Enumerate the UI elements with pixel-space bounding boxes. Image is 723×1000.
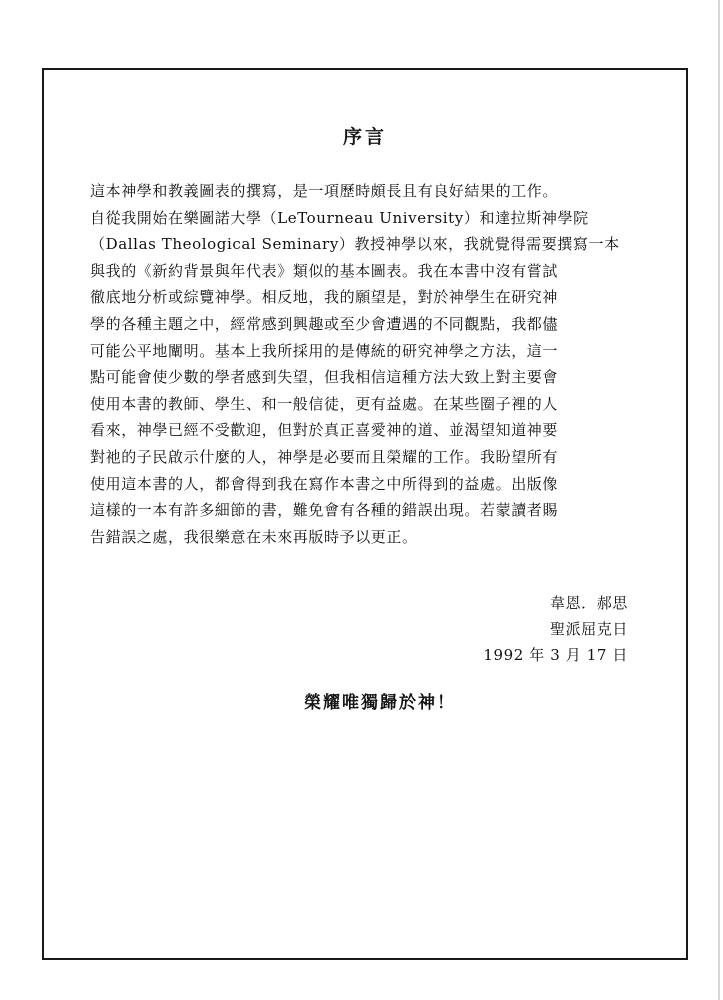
- body-line: 使用這本書的人，都會得到我在寫作本書之中所得到的益處。出版像: [90, 474, 559, 493]
- closing-line: 榮耀唯獨歸於神！: [304, 693, 456, 713]
- signature-date: 1992 年 3 月 17 日: [483, 646, 628, 664]
- body-line: 與我的《新約背景與年代表》類似的基本圖表。我在本書中沒有嘗試: [90, 261, 559, 280]
- signature-block: [483, 590, 628, 668]
- preface-body: [90, 178, 652, 550]
- body-line: 這樣的一本有許多細節的書，難免會有各種的錯誤出現。若蒙讀者賜: [90, 501, 559, 520]
- body-line: 對祂的子民啟示什麼的人，神學是必要而且榮耀的工作。我盼望所有: [90, 447, 559, 466]
- signature-place: 聖派屈克日: [549, 620, 628, 638]
- body-line: 這本神學和教義圖表的撰寫，是一項歷時頗長且有良好結果的工作。: [90, 182, 559, 200]
- body-line: 可能公平地闡明。基本上我所採用的是傳統的研究神學之方法，這一: [90, 341, 559, 360]
- page-frame: [42, 68, 688, 960]
- body-line: 自從我開始在樂圖諾大學（LeTourneau University）和達拉斯神學院: [90, 208, 589, 227]
- body-line: 學的各種主題之中，經常感到興趣或至少會遭遇的不同觀點，我都儘: [90, 314, 559, 333]
- body-line: 使用本書的教師、學生、和一般信徒，更有益處。在某些圈子裡的人: [90, 394, 559, 413]
- author-name: 韋恩．郝思: [549, 594, 628, 612]
- body-line: 看來，神學已經不受歡迎，但對於真正喜愛神的道、並渴望知道神要: [90, 421, 559, 440]
- body-line: （Dallas Theological Seminary）教授神學以來，我就覺得需要撰寫一本: [90, 235, 620, 254]
- body-line: 告錯誤之處，我很樂意在未來再版時予以更正。: [90, 527, 418, 546]
- page-title: 序言: [342, 126, 387, 148]
- scan-edge-line: [718, 0, 720, 1000]
- body-line: 點可能會使少數的學者感到失望，但我相信這種方法大致上對主要會: [90, 368, 559, 387]
- body-line: 徹底地分析或綜覽神學。相反地，我的願望是，對於神學生在研究神: [90, 288, 559, 307]
